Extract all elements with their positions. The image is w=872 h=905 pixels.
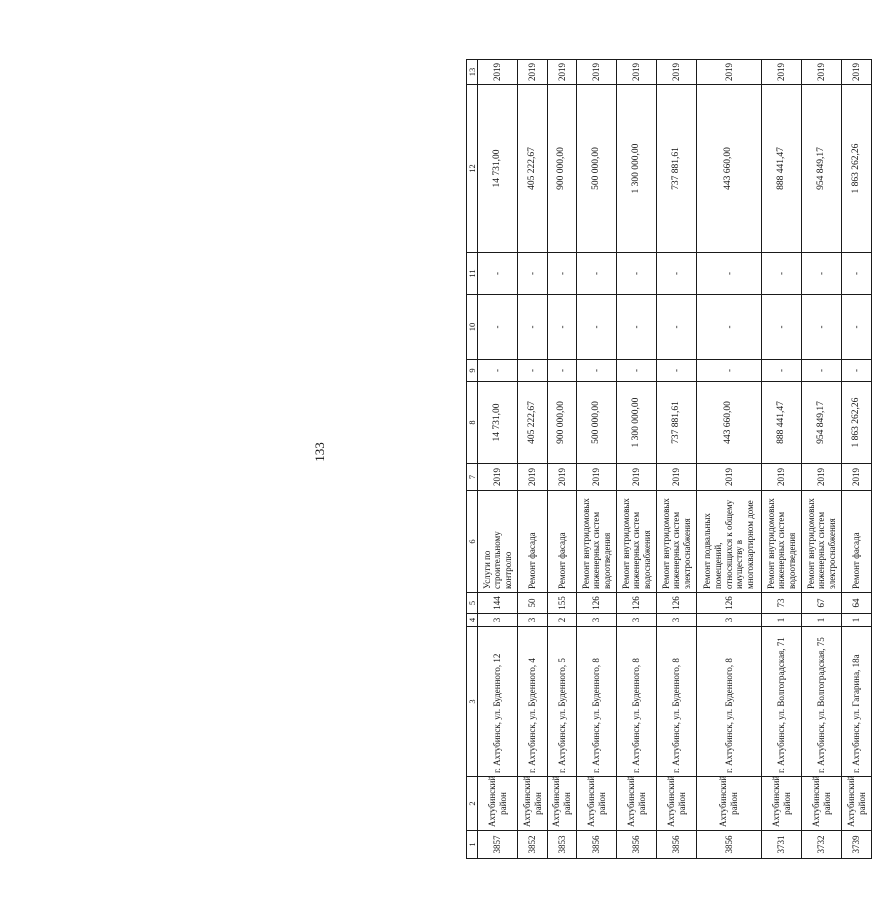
cell-col9: - (802, 360, 842, 382)
cell-col9: - (697, 360, 762, 382)
table-row (478, 60, 518, 859)
cell-total: 954 849,17 (802, 85, 842, 253)
header-cell: 3 (467, 627, 478, 777)
header-cell: 11 (467, 253, 478, 295)
cell-work-type: Ремонт внутридомовых инженерных систем водоотведения (762, 491, 802, 593)
cell-district: Ахтубинский район (697, 777, 762, 831)
cell-district: Ахтубинский район (548, 777, 577, 831)
cell-col4: 1 (802, 614, 842, 627)
cell-col11: - (577, 253, 617, 295)
cell-col11: - (548, 253, 577, 295)
cell-year: 2019 (762, 464, 802, 491)
cell-year: 2019 (657, 464, 697, 491)
header-cell: 4 (467, 614, 478, 627)
cell-col11: - (697, 253, 762, 295)
table-row (802, 60, 842, 859)
cell-district: Ахтубинский район (478, 777, 518, 831)
cell-work-type: Ремонт фасада (548, 491, 577, 593)
cell-total: 1 300 000,00 (617, 85, 657, 253)
cell-col9: - (657, 360, 697, 382)
cell-end-year: 2019 (617, 60, 657, 85)
cell-end-year: 2019 (577, 60, 617, 85)
table-row (697, 60, 762, 859)
cell-col10: - (577, 295, 617, 360)
cell-address: г. Ахтубинск, ул. Гагарина, 18а (842, 627, 872, 777)
cell-col5: 67 (802, 593, 842, 614)
cell-id: 3739 (842, 831, 872, 859)
cell-end-year: 2019 (478, 60, 518, 85)
cell-year: 2019 (478, 464, 518, 491)
repair-schedule-table (466, 59, 872, 859)
cell-col5: 50 (518, 593, 548, 614)
cell-year: 2019 (697, 464, 762, 491)
cell-col4: 1 (842, 614, 872, 627)
table-row (842, 60, 872, 859)
cell-id: 3853 (548, 831, 577, 859)
cell-col10: - (478, 295, 518, 360)
cell-id: 3731 (762, 831, 802, 859)
header-cell: 2 (467, 777, 478, 831)
cell-col9: - (478, 360, 518, 382)
cell-year: 2019 (518, 464, 548, 491)
header-cell: 9 (467, 360, 478, 382)
cell-amount: 405 222,67 (518, 382, 548, 464)
cell-col10: - (842, 295, 872, 360)
cell-col5: 126 (577, 593, 617, 614)
cell-col4: 3 (518, 614, 548, 627)
cell-col11: - (478, 253, 518, 295)
cell-col4: 3 (697, 614, 762, 627)
cell-address: г. Ахтубинск, ул. Буденного, 12 (478, 627, 518, 777)
cell-col10: - (697, 295, 762, 360)
header-cell: 7 (467, 464, 478, 491)
cell-amount: 737 881,61 (657, 382, 697, 464)
header-cell: 8 (467, 382, 478, 464)
cell-total: 1 863 262,26 (842, 85, 872, 253)
cell-col10: - (657, 295, 697, 360)
cell-address: г. Ахтубинск, ул. Буденного, 8 (617, 627, 657, 777)
cell-col5: 126 (657, 593, 697, 614)
cell-district: Ахтубинский район (802, 777, 842, 831)
cell-amount: 14 731,00 (478, 382, 518, 464)
cell-col5: 73 (762, 593, 802, 614)
rotated-table-wrapper (466, 60, 870, 859)
cell-amount: 888 441,47 (762, 382, 802, 464)
cell-work-type: Ремонт фасада (518, 491, 548, 593)
cell-col9: - (762, 360, 802, 382)
cell-district: Ахтубинский район (577, 777, 617, 831)
cell-end-year: 2019 (548, 60, 577, 85)
cell-col11: - (518, 253, 548, 295)
cell-col9: - (617, 360, 657, 382)
cell-district: Ахтубинский район (657, 777, 697, 831)
cell-col4: 3 (657, 614, 697, 627)
cell-col4: 3 (617, 614, 657, 627)
cell-end-year: 2019 (518, 60, 548, 85)
cell-address: г. Ахтубинск, ул. Волгоградская, 71 (762, 627, 802, 777)
cell-col5: 64 (842, 593, 872, 614)
table-row (762, 60, 802, 859)
cell-address: г. Ахтубинск, ул. Буденного, 8 (657, 627, 697, 777)
cell-col11: - (762, 253, 802, 295)
cell-end-year: 2019 (657, 60, 697, 85)
cell-col4: 3 (478, 614, 518, 627)
header-cell: 1 (467, 831, 478, 859)
cell-amount: 443 660,00 (697, 382, 762, 464)
cell-col9: - (548, 360, 577, 382)
cell-col4: 1 (762, 614, 802, 627)
cell-col11: - (842, 253, 872, 295)
cell-total: 14 731,00 (478, 85, 518, 253)
cell-total: 737 881,61 (657, 85, 697, 253)
header-cell: 5 (467, 593, 478, 614)
cell-amount: 954 849,17 (802, 382, 842, 464)
cell-district: Ахтубинский район (762, 777, 802, 831)
cell-year: 2019 (548, 464, 577, 491)
table-row (617, 60, 657, 859)
cell-amount: 900 000,00 (548, 382, 577, 464)
cell-amount: 1 863 262,26 (842, 382, 872, 464)
cell-col9: - (842, 360, 872, 382)
cell-amount: 1 300 000,00 (617, 382, 657, 464)
cell-id: 3856 (657, 831, 697, 859)
cell-col5: 155 (548, 593, 577, 614)
cell-col10: - (617, 295, 657, 360)
cell-col9: - (518, 360, 548, 382)
column-number-row (467, 60, 478, 859)
header-cell: 6 (467, 491, 478, 593)
cell-col5: 126 (617, 593, 657, 614)
cell-end-year: 2019 (802, 60, 842, 85)
cell-address: г. Ахтубинск, ул. Буденного, 8 (577, 627, 617, 777)
cell-total: 900 000,00 (548, 85, 577, 253)
cell-col11: - (617, 253, 657, 295)
header-cell: 10 (467, 295, 478, 360)
cell-total: 405 222,67 (518, 85, 548, 253)
cell-work-type: Услуги по строительному контролю (478, 491, 518, 593)
cell-id: 3732 (802, 831, 842, 859)
cell-year: 2019 (617, 464, 657, 491)
cell-district: Ахтубинский район (617, 777, 657, 831)
cell-col9: - (577, 360, 617, 382)
cell-end-year: 2019 (697, 60, 762, 85)
cell-col10: - (802, 295, 842, 360)
cell-id: 3856 (617, 831, 657, 859)
cell-col4: 2 (548, 614, 577, 627)
cell-district: Ахтубинский район (842, 777, 872, 831)
cell-id: 3856 (577, 831, 617, 859)
header-cell: 12 (467, 85, 478, 253)
cell-col10: - (762, 295, 802, 360)
cell-amount: 500 000,00 (577, 382, 617, 464)
cell-work-type: Ремонт внутридомовых инженерных систем водоснабжения (617, 491, 657, 593)
cell-col10: - (518, 295, 548, 360)
cell-year: 2019 (842, 464, 872, 491)
cell-col11: - (657, 253, 697, 295)
page-number: 133 (312, 442, 327, 462)
cell-work-type: Ремонт подвальных помещений, относящихся к общему имуществу в многоквартирном доме (697, 491, 762, 593)
cell-col10: - (548, 295, 577, 360)
table-row (518, 60, 548, 859)
cell-work-type: Ремонт фасада (842, 491, 872, 593)
cell-col4: 3 (577, 614, 617, 627)
cell-total: 443 660,00 (697, 85, 762, 253)
cell-col5: 144 (478, 593, 518, 614)
cell-work-type: Ремонт внутридомовых инженерных систем электроснабжения (802, 491, 842, 593)
cell-address: г. Ахтубинск, ул. Буденного, 5 (548, 627, 577, 777)
cell-total: 888 441,47 (762, 85, 802, 253)
cell-col5: 126 (697, 593, 762, 614)
table-row (577, 60, 617, 859)
cell-id: 3852 (518, 831, 548, 859)
cell-col11: - (802, 253, 842, 295)
cell-work-type: Ремонт внутридомовых инженерных систем водоотведения (577, 491, 617, 593)
cell-work-type: Ремонт внутридомовых инженерных систем электроснабжения (657, 491, 697, 593)
cell-year: 2019 (577, 464, 617, 491)
table-row (548, 60, 577, 859)
cell-end-year: 2019 (842, 60, 872, 85)
cell-id: 3856 (697, 831, 762, 859)
cell-id: 3857 (478, 831, 518, 859)
cell-end-year: 2019 (762, 60, 802, 85)
header-cell: 13 (467, 60, 478, 85)
table-row (657, 60, 697, 859)
cell-district: Ахтубинский район (518, 777, 548, 831)
cell-year: 2019 (802, 464, 842, 491)
cell-total: 500 000,00 (577, 85, 617, 253)
cell-address: г. Ахтубинск, ул. Буденного, 8 (697, 627, 762, 777)
cell-address: г. Ахтубинск, ул. Буденного, 4 (518, 627, 548, 777)
cell-address: г. Ахтубинск, ул. Волгоградская, 75 (802, 627, 842, 777)
